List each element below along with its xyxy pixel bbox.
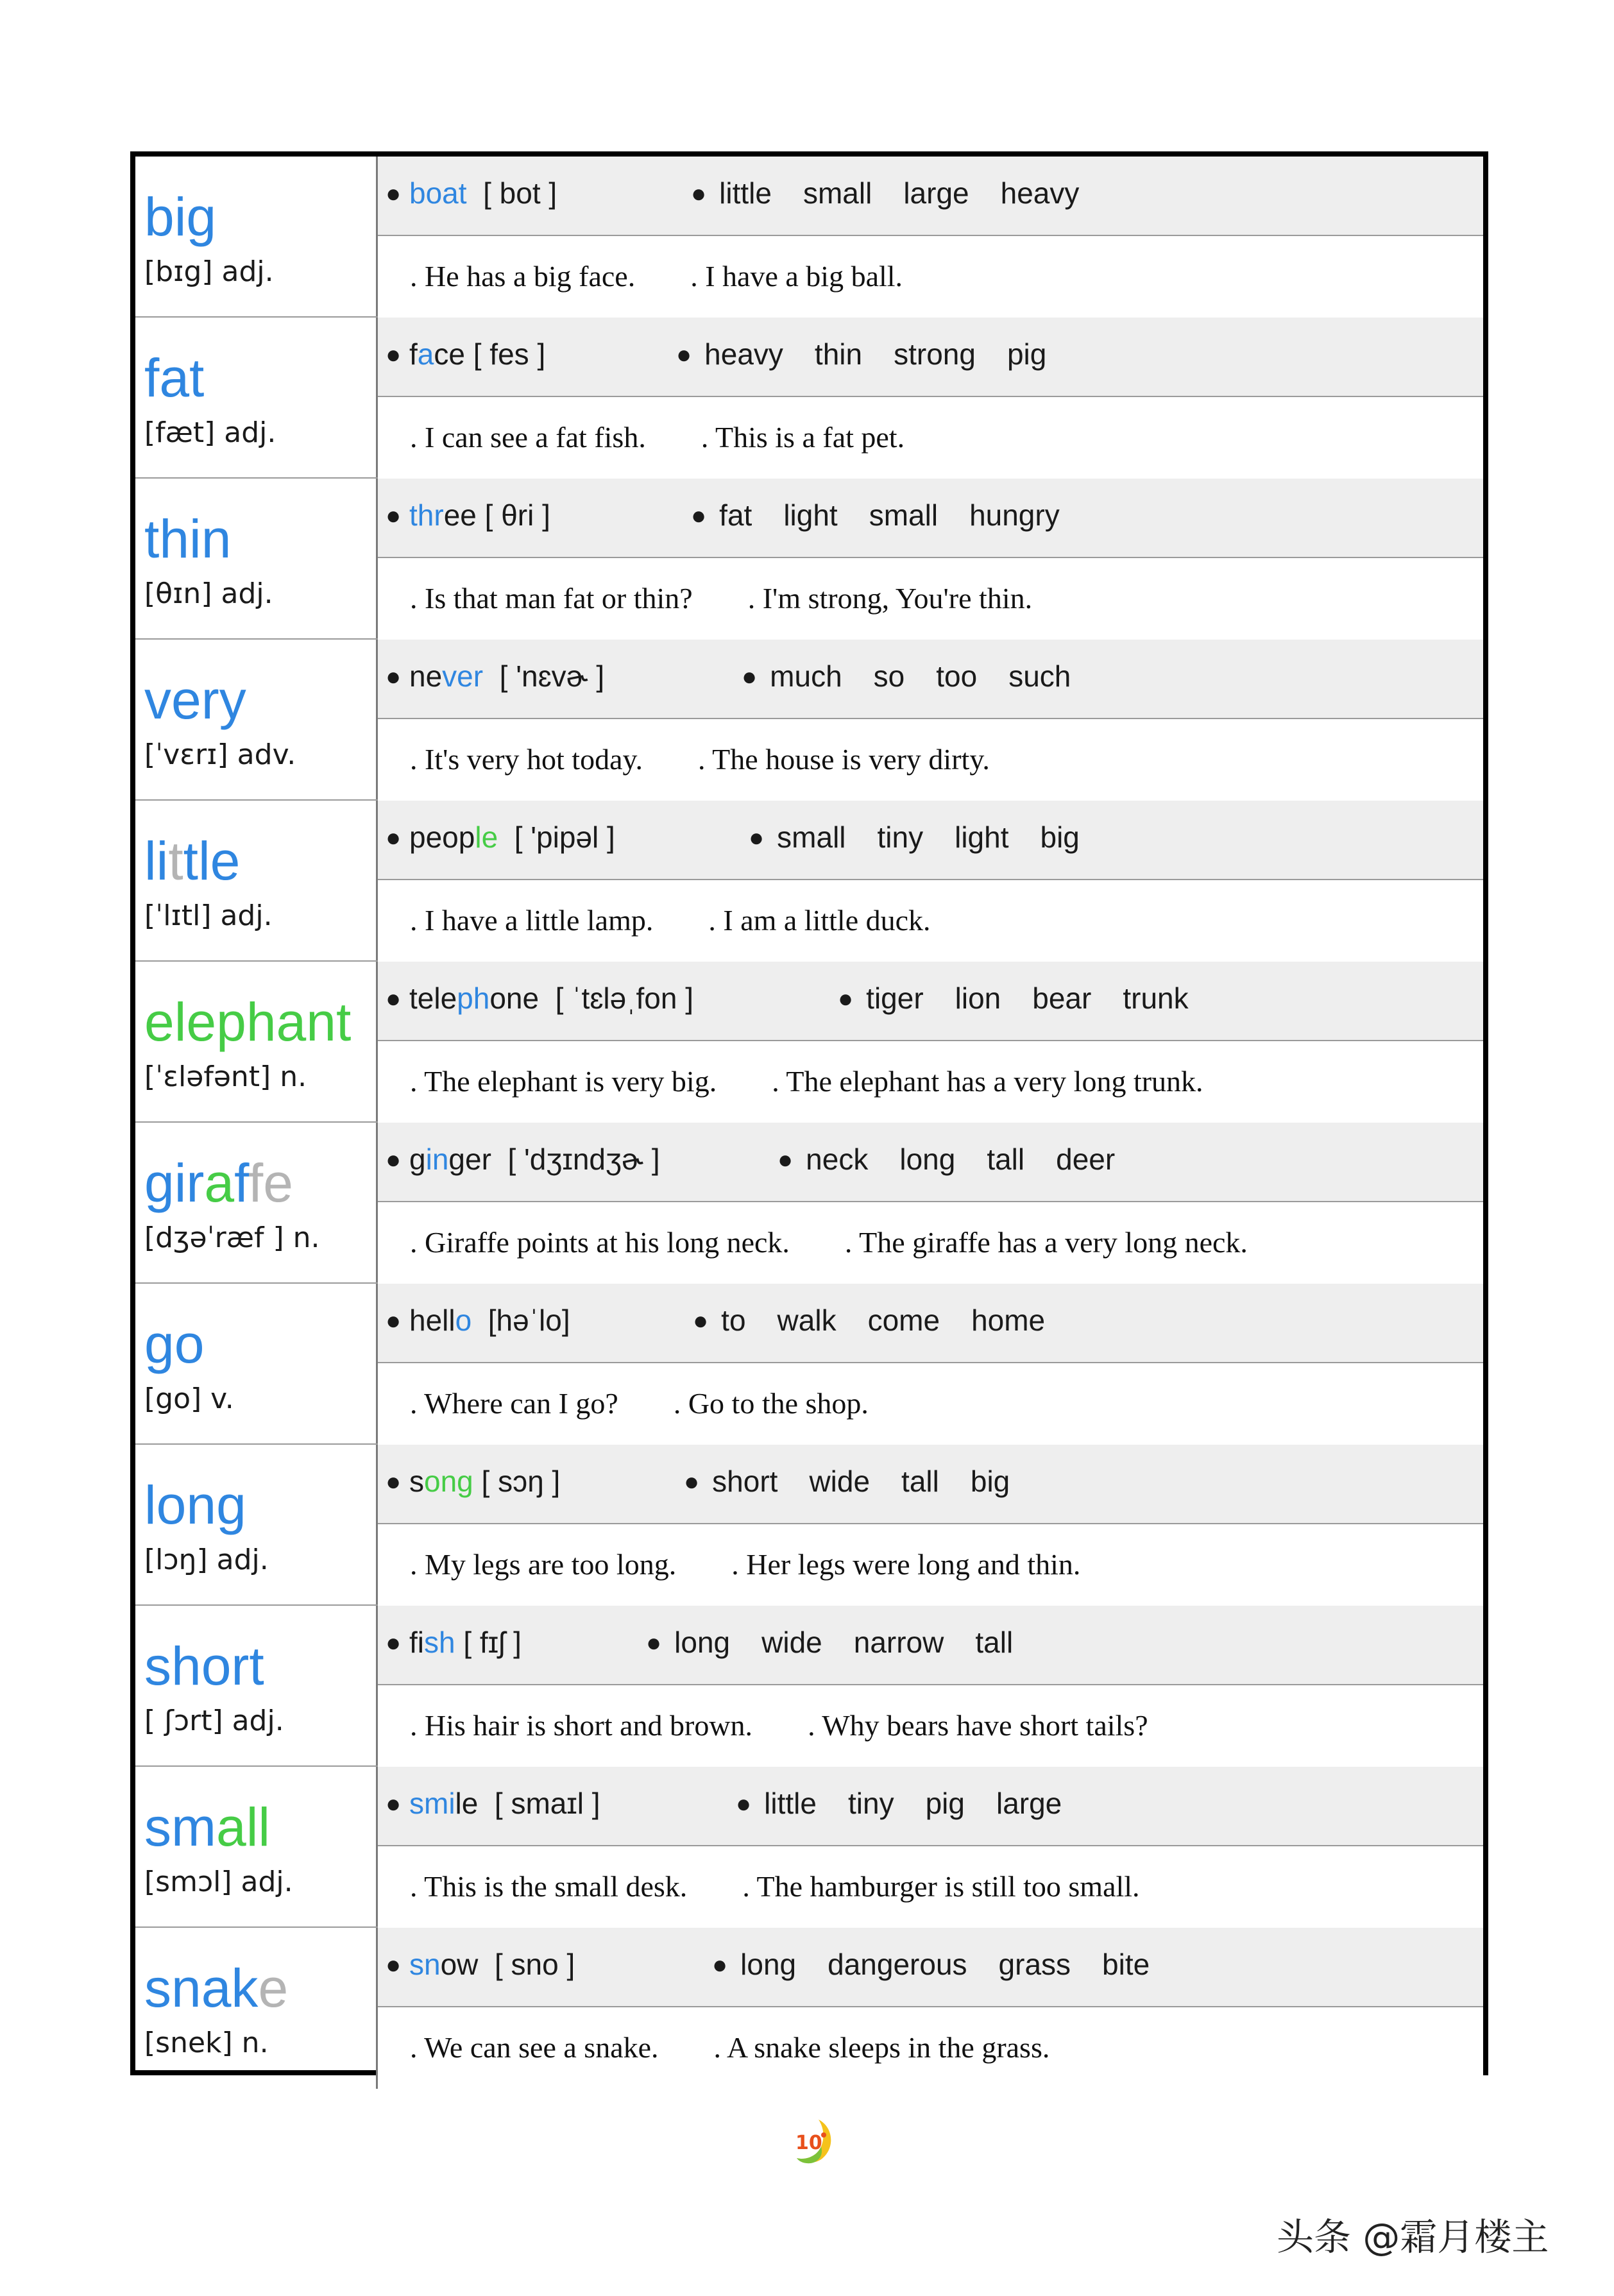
association-word: long bbox=[740, 1948, 797, 1981]
headword-segment: all bbox=[216, 1797, 271, 1857]
sample-word-segment: tele bbox=[409, 982, 457, 1015]
association-word: long bbox=[674, 1626, 731, 1659]
sample-word-segment: thr bbox=[409, 498, 444, 532]
phonetic: [θɪn] adj. bbox=[144, 577, 273, 610]
sample-word-segment: [ sɔŋ ] bbox=[473, 1465, 561, 1498]
example-sentence: . It's very hot today. bbox=[410, 743, 643, 776]
phonetic: [ ʃɔrt] adj. bbox=[144, 1705, 284, 1737]
info-cell bbox=[378, 479, 1483, 638]
example-sentence: . Where can I go? bbox=[410, 1387, 618, 1420]
sample-word-segment: smi bbox=[409, 1787, 455, 1820]
association-word: walk bbox=[777, 1304, 837, 1337]
headword bbox=[144, 1475, 246, 1535]
association-word: much bbox=[770, 659, 842, 693]
bullet-icon: ● bbox=[742, 663, 758, 691]
headword-segment: e bbox=[258, 1958, 289, 2018]
sample-word-segment: [ 'pipəl ] bbox=[498, 821, 615, 854]
related-words-row bbox=[378, 479, 1483, 558]
headword-segment: long bbox=[144, 1475, 246, 1535]
bullet-icon: ● bbox=[777, 1146, 794, 1174]
example-sentences-row bbox=[378, 2007, 1483, 2089]
example-sentence: . Is that man fat or thin? bbox=[410, 582, 693, 615]
association-word: little bbox=[719, 176, 772, 210]
association-word: small bbox=[777, 821, 846, 854]
related-words-row bbox=[378, 640, 1483, 719]
bullet-icon: ● bbox=[749, 824, 765, 852]
sample-word bbox=[409, 178, 557, 208]
related-words-row bbox=[378, 318, 1483, 397]
association-word: large bbox=[996, 1787, 1062, 1820]
headword bbox=[144, 670, 246, 730]
related-words-row bbox=[378, 1928, 1483, 2007]
bullet-icon: ● bbox=[684, 1468, 700, 1496]
example-sentences-row bbox=[378, 236, 1483, 318]
association-word: too bbox=[936, 659, 978, 693]
sample-word-segment: in bbox=[425, 1143, 449, 1176]
example-sentence: . The elephant is very big. bbox=[410, 1065, 717, 1098]
sample-word bbox=[409, 1144, 660, 1174]
example-sentences-row bbox=[378, 397, 1483, 479]
example-sentence: . Why bears have short tails? bbox=[808, 1709, 1148, 1742]
sample-word-segment: [ 'dʒɪndʒɚ ] bbox=[491, 1143, 660, 1176]
example-sentence: . Go to the shop. bbox=[673, 1387, 869, 1420]
sample-word bbox=[409, 1628, 522, 1657]
headword-segment: very bbox=[144, 670, 246, 730]
example-sentence: . The giraffe has a very long neck. bbox=[844, 1226, 1248, 1259]
association-word: small bbox=[803, 176, 872, 210]
sample-word-segment: [ 'nɛvɚ ] bbox=[483, 659, 605, 693]
example-sentence: . The hamburger is still too small. bbox=[742, 1870, 1140, 1903]
bullet-icon: ● bbox=[386, 341, 402, 369]
word-cell bbox=[135, 640, 378, 799]
association-word: pig bbox=[925, 1787, 965, 1820]
info-cell bbox=[378, 1123, 1483, 1282]
example-sentence: . His hair is short and brown. bbox=[410, 1709, 753, 1742]
association-word: so bbox=[873, 659, 905, 693]
info-cell bbox=[378, 1445, 1483, 1604]
phonetic: [fæt] adj. bbox=[144, 416, 276, 449]
association-word: deer bbox=[1056, 1143, 1116, 1176]
headword-segment: snak bbox=[144, 1958, 259, 2018]
association-word: wide bbox=[809, 1465, 871, 1498]
example-sentence: . I have a big ball. bbox=[690, 260, 903, 293]
example-sentence: . I'm strong, You're thin. bbox=[747, 582, 1033, 615]
bullet-icon: ● bbox=[691, 180, 707, 208]
association-word: tall bbox=[987, 1143, 1025, 1176]
headword bbox=[144, 1958, 289, 2018]
bullet-icon: ● bbox=[712, 1951, 728, 1979]
vocab-entry bbox=[135, 1928, 1483, 2089]
association-word: bite bbox=[1102, 1948, 1150, 1981]
headword-segment: t bbox=[168, 831, 183, 891]
example-sentence: . The house is very dirty. bbox=[698, 743, 990, 776]
headword bbox=[144, 1314, 205, 1374]
sample-word-segment: [həˈlo] bbox=[471, 1304, 570, 1337]
headword-segment: fat bbox=[144, 348, 205, 408]
info-cell bbox=[378, 1284, 1483, 1443]
sample-word-segment: a bbox=[417, 337, 434, 371]
headword bbox=[144, 1797, 271, 1857]
bullet-icon: ● bbox=[838, 985, 854, 1013]
example-sentences-row bbox=[378, 558, 1483, 640]
word-cell bbox=[135, 1928, 378, 2089]
association-word: heavy bbox=[704, 337, 783, 371]
phonetic: [ˈvɛrɪ] adv. bbox=[144, 738, 296, 771]
sample-word-segment: ee [ θri ] bbox=[443, 498, 550, 532]
example-sentence: . I am a little duck. bbox=[708, 904, 931, 937]
sample-word-segment: [ fɪʃ ] bbox=[455, 1626, 522, 1659]
bullet-icon: ● bbox=[386, 502, 402, 530]
sample-word-segment: s bbox=[409, 1465, 424, 1498]
related-words-row bbox=[378, 1123, 1483, 1202]
related-words-row bbox=[378, 157, 1483, 236]
info-cell bbox=[378, 1928, 1483, 2089]
headword bbox=[144, 187, 217, 247]
example-sentence: . This is the small desk. bbox=[410, 1870, 688, 1903]
association-word: long bbox=[899, 1143, 956, 1176]
association-word: lion bbox=[955, 982, 1001, 1015]
sample-word-segment: one [ ˈtɛləˌfon ] bbox=[489, 982, 694, 1015]
sample-word-segment: peop bbox=[409, 821, 475, 854]
association-word: light bbox=[783, 498, 838, 532]
phonetic: [smɔl] adj. bbox=[144, 1866, 293, 1898]
association-word: large bbox=[903, 176, 969, 210]
association-word: light bbox=[955, 821, 1009, 854]
phonetic: [snek] n. bbox=[144, 2027, 269, 2059]
association-word: hungry bbox=[969, 498, 1060, 532]
bullet-icon: ● bbox=[676, 341, 692, 369]
sample-word-segment: ong bbox=[424, 1465, 473, 1498]
phonetic: [lɔŋ] adj. bbox=[144, 1543, 269, 1576]
vocab-entry bbox=[135, 801, 1483, 962]
example-sentence: . We can see a snake. bbox=[410, 2031, 659, 2064]
sample-word-segment: hell bbox=[409, 1304, 455, 1337]
related-words-row bbox=[378, 1606, 1483, 1685]
example-sentences-row bbox=[378, 880, 1483, 962]
vocab-entry bbox=[135, 157, 1483, 318]
related-words-row bbox=[378, 962, 1483, 1041]
example-sentence: . I can see a fat fish. bbox=[410, 421, 646, 454]
association-word: grass bbox=[998, 1948, 1071, 1981]
related-words-row bbox=[378, 801, 1483, 880]
sample-word-segment: sn bbox=[409, 1948, 441, 1981]
example-sentence: . He has a big face. bbox=[410, 260, 636, 293]
phonetic: [bɪg] adj. bbox=[144, 255, 274, 288]
sample-word-segment: [ bot ] bbox=[466, 176, 557, 210]
headword-segment: go bbox=[144, 1314, 205, 1374]
headword bbox=[144, 509, 232, 569]
info-cell bbox=[378, 157, 1483, 316]
association-word: short bbox=[712, 1465, 778, 1498]
association-word: tiny bbox=[847, 1787, 894, 1820]
headword bbox=[144, 831, 241, 891]
word-cell bbox=[135, 479, 378, 638]
headword-segment: big bbox=[144, 187, 217, 247]
example-sentences-row bbox=[378, 1524, 1483, 1606]
association-word: home bbox=[971, 1304, 1046, 1337]
sample-word-segment: ger bbox=[448, 1143, 491, 1176]
info-cell bbox=[378, 1606, 1483, 1765]
association-word: fat bbox=[719, 498, 752, 532]
related-words-row bbox=[378, 1445, 1483, 1524]
headword bbox=[144, 1153, 293, 1213]
bullet-icon: ● bbox=[386, 1307, 402, 1335]
association-word: tall bbox=[901, 1465, 939, 1498]
page-number: 10 bbox=[795, 2132, 822, 2154]
sample-word-segment: ph bbox=[457, 982, 490, 1015]
association-word: tiny bbox=[877, 821, 924, 854]
association-word: to bbox=[721, 1304, 746, 1337]
word-cell bbox=[135, 318, 378, 477]
example-sentences-row bbox=[378, 1041, 1483, 1123]
vocab-entry bbox=[135, 1123, 1483, 1284]
related-words-row bbox=[378, 1767, 1483, 1846]
sample-word-segment: le [ smaɪl ] bbox=[455, 1787, 600, 1820]
example-sentence: . Her legs were long and thin. bbox=[731, 1548, 1081, 1581]
vocab-entry bbox=[135, 318, 1483, 479]
sample-word-segment: ver bbox=[442, 659, 484, 693]
bullet-icon: ● bbox=[693, 1307, 709, 1335]
association-word: thin bbox=[814, 337, 863, 371]
sample-word bbox=[409, 1305, 570, 1335]
association-word: trunk bbox=[1123, 982, 1189, 1015]
bullet-icon: ● bbox=[736, 1790, 752, 1818]
association-word: little bbox=[764, 1787, 817, 1820]
phonetic: [ˈlɪtl] adj. bbox=[144, 899, 273, 932]
sample-word-segment: boat bbox=[409, 176, 467, 210]
vocab-entry bbox=[135, 1284, 1483, 1445]
association-word: big bbox=[1040, 821, 1080, 854]
word-cell bbox=[135, 1123, 378, 1282]
headword-segment: f bbox=[234, 1153, 248, 1213]
sample-word-segment: g bbox=[409, 1143, 426, 1176]
association-word: tiger bbox=[866, 982, 924, 1015]
example-sentence: . Giraffe points at his long neck. bbox=[410, 1226, 790, 1259]
info-cell bbox=[378, 640, 1483, 799]
sample-word bbox=[409, 1950, 575, 1979]
sample-word bbox=[409, 661, 604, 691]
sample-word bbox=[409, 1789, 600, 1818]
association-word: come bbox=[867, 1304, 940, 1337]
watermark-text: 头条 @霜月楼主 bbox=[1277, 2215, 1549, 2259]
bullet-icon: ● bbox=[386, 985, 402, 1013]
sample-word-segment: f bbox=[409, 337, 418, 371]
example-sentences-row bbox=[378, 1846, 1483, 1928]
example-sentence: . A snake sleeps in the grass. bbox=[713, 2031, 1050, 2064]
sample-word bbox=[409, 1467, 560, 1496]
association-word: dangerous bbox=[828, 1948, 967, 1981]
headword bbox=[144, 1636, 264, 1696]
example-sentence: . I have a little lamp. bbox=[410, 904, 654, 937]
association-word: pig bbox=[1007, 337, 1047, 371]
phonetic: [ˈɛləfənt] n. bbox=[144, 1060, 307, 1093]
example-sentences-row bbox=[378, 719, 1483, 801]
vocab-entry bbox=[135, 479, 1483, 640]
sample-word-segment: o bbox=[455, 1304, 472, 1337]
bullet-icon: ● bbox=[646, 1629, 662, 1657]
headword-segment: li bbox=[144, 831, 169, 891]
word-cell bbox=[135, 801, 378, 960]
vocab-entry bbox=[135, 1767, 1483, 1928]
bullet-icon: ● bbox=[386, 1146, 402, 1174]
headword bbox=[144, 348, 205, 408]
info-cell bbox=[378, 962, 1483, 1121]
bullet-icon: ● bbox=[386, 1951, 402, 1979]
sample-word-segment: ow [ sno ] bbox=[440, 1948, 575, 1981]
association-word: heavy bbox=[1000, 176, 1080, 210]
sample-word-segment: ne bbox=[409, 659, 443, 693]
vocab-entry bbox=[135, 1606, 1483, 1767]
sample-word-segment: le bbox=[475, 821, 498, 854]
bullet-icon: ● bbox=[386, 1629, 402, 1657]
headword-segment: gir bbox=[144, 1153, 205, 1213]
association-word: such bbox=[1008, 659, 1071, 693]
association-word: small bbox=[869, 498, 939, 532]
bullet-icon: ● bbox=[386, 1468, 402, 1496]
vocab-entry bbox=[135, 640, 1483, 801]
sample-word bbox=[409, 822, 615, 852]
info-cell bbox=[378, 318, 1483, 477]
word-cell bbox=[135, 1284, 378, 1443]
word-cell bbox=[135, 962, 378, 1121]
sample-word-segment: fi bbox=[409, 1626, 424, 1659]
word-cell bbox=[135, 157, 378, 316]
bullet-icon: ● bbox=[386, 663, 402, 691]
related-words-row bbox=[378, 1284, 1483, 1363]
example-sentences-row bbox=[378, 1202, 1483, 1284]
association-word: wide bbox=[761, 1626, 822, 1659]
headword-segment: sm bbox=[144, 1797, 216, 1857]
association-word: strong bbox=[894, 337, 976, 371]
association-word: bear bbox=[1032, 982, 1092, 1015]
headword-segment: tle bbox=[183, 831, 241, 891]
association-word: tall bbox=[975, 1626, 1014, 1659]
sample-word bbox=[409, 983, 693, 1013]
headword-segment: a bbox=[204, 1153, 235, 1213]
vocabulary-table bbox=[130, 151, 1488, 2075]
vocab-entry bbox=[135, 1445, 1483, 1606]
example-sentence: . This is a fat pet. bbox=[701, 421, 905, 454]
sample-word bbox=[409, 339, 545, 369]
bullet-icon: ● bbox=[386, 180, 402, 208]
headword-segment: fe bbox=[248, 1153, 293, 1213]
example-sentence: . The elephant has a very long trunk. bbox=[772, 1065, 1203, 1098]
bullet-icon: ● bbox=[386, 1790, 402, 1818]
phonetic: [go] v. bbox=[144, 1382, 234, 1415]
word-cell bbox=[135, 1767, 378, 1926]
word-cell bbox=[135, 1445, 378, 1604]
example-sentences-row bbox=[378, 1363, 1483, 1445]
vocab-entry bbox=[135, 962, 1483, 1123]
association-word: narrow bbox=[853, 1626, 944, 1659]
word-cell bbox=[135, 1606, 378, 1765]
association-word: neck bbox=[806, 1143, 869, 1176]
example-sentence: . My legs are too long. bbox=[410, 1548, 677, 1581]
phonetic: [dʒəˈræf ] n. bbox=[144, 1221, 320, 1254]
sample-word-segment: ce [ fes ] bbox=[434, 337, 546, 371]
headword-segment: elephant bbox=[144, 992, 352, 1052]
sample-word-segment: sh bbox=[424, 1626, 455, 1659]
sample-word bbox=[409, 500, 550, 530]
info-cell bbox=[378, 1767, 1483, 1926]
headword-segment: short bbox=[144, 1636, 264, 1696]
headword-segment: thin bbox=[144, 509, 232, 569]
info-cell bbox=[378, 801, 1483, 960]
association-word: big bbox=[970, 1465, 1010, 1498]
headword bbox=[144, 992, 352, 1052]
example-sentences-row bbox=[378, 1685, 1483, 1767]
bullet-icon: ● bbox=[691, 502, 707, 530]
bullet-icon: ● bbox=[386, 824, 402, 852]
